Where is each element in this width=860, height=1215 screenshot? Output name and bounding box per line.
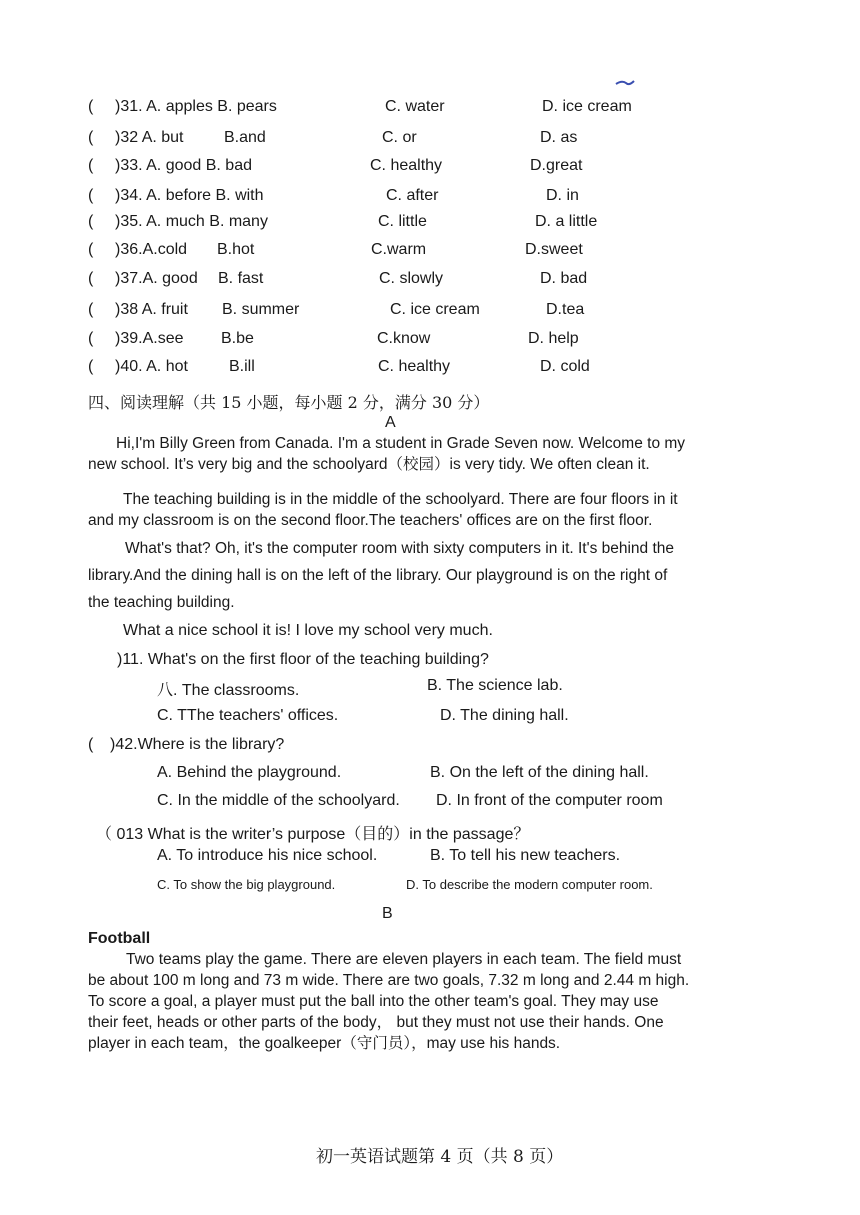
passage-line: their feet, heads or other parts of the body， but they must not use their hands. One — [88, 1014, 664, 1031]
option-d: D. a little — [535, 213, 598, 230]
option-b: B. fast — [218, 270, 264, 287]
option-c: C. little — [378, 213, 427, 230]
passage-line: What a nice school it is! I love my school very much. — [123, 622, 493, 639]
option-b: B.ill — [229, 358, 255, 375]
option-b: B.and — [224, 129, 266, 146]
option-c: C.warm — [371, 241, 427, 258]
option-d: D.great — [530, 157, 583, 174]
answer-paren: ( — [88, 330, 94, 347]
option-d: D.sweet — [525, 241, 583, 258]
option-c: C. healthy — [378, 358, 451, 375]
option-a: A. Behind the playground. — [157, 764, 342, 781]
answer-paren: ( — [88, 736, 94, 753]
answer-paren: ( — [88, 241, 94, 258]
option-c: C. slowly — [379, 270, 444, 287]
question-stem: )32 A. but — [115, 129, 184, 146]
passage-a-label: A — [385, 414, 396, 431]
passage-line: Two teams play the game. There are eleven players in each team. The field must — [126, 951, 682, 968]
option-d: D. as — [540, 129, 578, 146]
question-stem: )33. A. good B. bad — [115, 157, 252, 174]
option-c: C.know — [377, 330, 431, 347]
option-c: C. water — [385, 98, 445, 115]
passage-line: To score a goal, a player must put the ball into the other team's goal. They may use — [88, 993, 659, 1010]
question-stem: )31. A. apples B. pears — [115, 98, 277, 115]
passage-line: The teaching building is in the middle of the schoolyard. There are four floors in it — [123, 491, 678, 508]
answer-paren: ( — [88, 98, 94, 115]
passage-line: new school. It’s very big and the schoolyard（校园）is very tidy. We often clean it. — [88, 456, 650, 473]
question-41-stem: )11. What's on the first floor of the teaching building? — [117, 651, 489, 668]
option-d: D. In front of the computer room — [436, 792, 663, 809]
option-c: C. TThe teachers' offices. — [157, 707, 339, 724]
pen-mark — [614, 78, 636, 88]
option-d: D. ice cream — [542, 98, 632, 115]
passage-a-paragraph-1 — [88, 433, 685, 475]
passage-line: the teaching building. — [88, 594, 235, 611]
answer-paren: ( — [88, 157, 94, 174]
option-d: D. The dining hall. — [440, 707, 569, 724]
passage-b-title: Football — [88, 930, 151, 947]
passage-line: and my classroom is on the second floor.The teachers' offices are on the first floor. — [88, 512, 653, 529]
question-stem: )37.A. good — [115, 270, 198, 287]
passage-line: Hi,I'm Billy Green from Canada. I'm a student in Grade Seven now. Welcome to my — [116, 435, 686, 452]
page-footer: 初一英语试题第 4 页（共 8 页） — [316, 1147, 564, 1167]
option-d: D. help — [528, 330, 579, 347]
passage-line: be about 100 m long and 73 m wide. There are two goals, 7.32 m long and 2.44 m high. — [88, 972, 690, 989]
question-stem: )39.A.see — [115, 330, 184, 347]
option-b: B. summer — [222, 301, 300, 318]
answer-paren: ( — [88, 129, 94, 146]
option-c: C. In the middle of the schoolyard. — [157, 792, 400, 809]
option-a: 八. The classrooms. — [157, 682, 300, 699]
option-d: D. cold — [540, 358, 590, 375]
question-42-stem: )42.Where is the library? — [110, 736, 285, 753]
answer-paren: ( — [88, 358, 94, 375]
option-a: A. To introduce his nice school. — [157, 847, 378, 864]
option-c: C. or — [382, 129, 417, 146]
option-c: C. after — [386, 187, 439, 204]
option-d: D. To describe the modern computer room. — [406, 877, 653, 892]
option-c: C. ice cream — [390, 301, 480, 318]
question-stem: )40. A. hot — [115, 358, 188, 375]
option-b: B. To tell his new teachers. — [430, 847, 621, 864]
option-b: B. On the left of the dining hall. — [430, 764, 649, 781]
option-c: C. healthy — [370, 157, 443, 174]
question-43-stem: （ 013 What is the writer’s purpose（目的）in the passage？ — [96, 826, 530, 843]
option-d: D. in — [546, 187, 579, 204]
answer-paren: ( — [88, 187, 94, 204]
question-stem: )35. A. much B. many — [115, 213, 268, 230]
option-b: B.be — [221, 330, 254, 347]
passage-a-paragraph-3 — [88, 535, 674, 616]
answer-paren: ( — [88, 270, 94, 287]
answer-paren: ( — [88, 301, 94, 318]
passage-b-label: B — [382, 905, 393, 922]
option-d: D. bad — [540, 270, 588, 287]
answer-paren: ( — [88, 213, 94, 230]
passage-line: library.And the dining hall is on the left of the library. Our playground is on the right of — [88, 567, 668, 584]
passage-line: What's that? Oh, it's the computer room with sixty computers in it. It's behind the — [125, 540, 675, 557]
option-b: B.hot — [217, 241, 255, 258]
option-b: B. The science lab. — [427, 677, 563, 694]
passage-a-paragraph-2 — [88, 489, 678, 531]
question-stem: )34. A. before B. with — [115, 187, 264, 204]
option-d: D.tea — [546, 301, 585, 318]
question-stem: )36.A.cold — [115, 241, 188, 258]
option-c: C. To show the big playground. — [157, 877, 336, 892]
section-title: 四、阅读理解（共 15 小题，每小题 2 分，满分 30 分） — [88, 393, 490, 412]
passage-line: player in each team，the goalkeeper（守门员），may use his hands. — [88, 1035, 561, 1052]
passage-b-paragraph — [88, 949, 689, 1054]
question-stem: )38 A. fruit — [115, 301, 188, 318]
